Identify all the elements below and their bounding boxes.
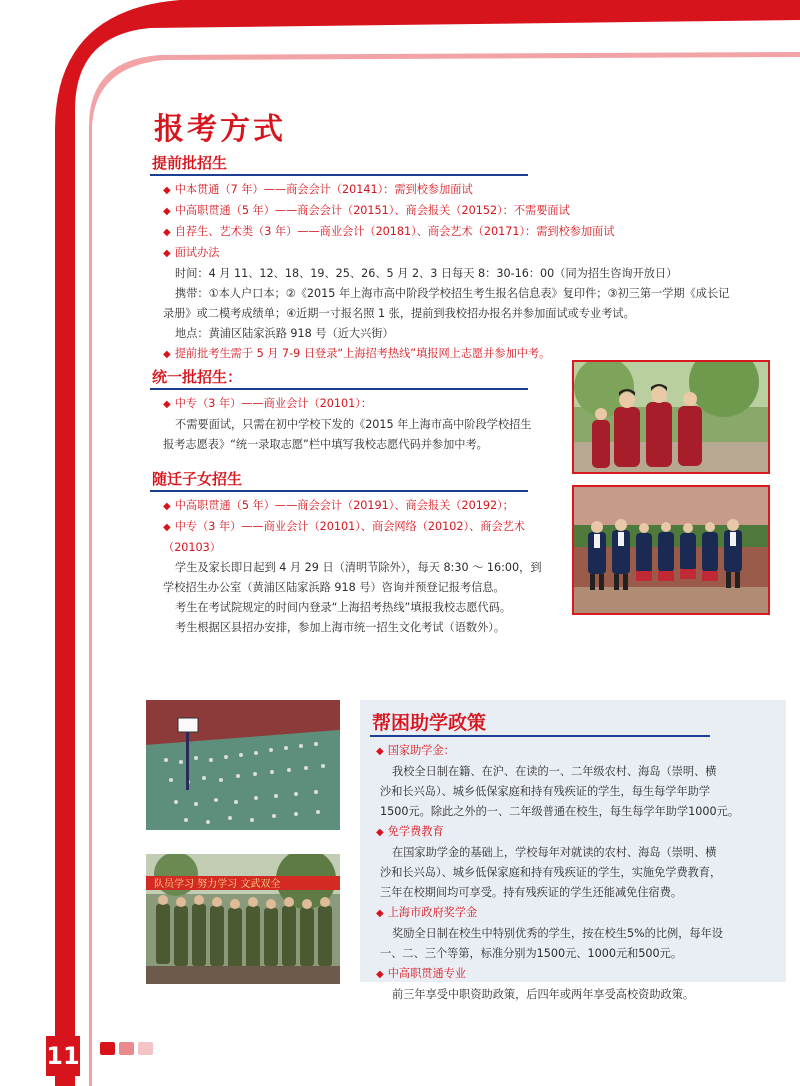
interview-place: 地点：黄浦区陆家浜路 918 号（近大兴街） [175,327,394,340]
list-item: ◆ 中高职贯通（5 年）——商会会计（20151）、商会报关（20152）：不需要面试 [163,204,570,217]
section-heading-early: 提前批招生 [152,154,228,172]
diamond-bullet-icon: ◆ [376,827,384,838]
aid-line: 在国家助学金的基础上，学校每年对就读的农村、海岛（崇明、横 [392,846,717,859]
interview-time: 时间：4 月 11、12、18、19、25、26、5 月 2、3 日每天 8：30-16：00（同为招生咨询开放日） [175,267,678,280]
diamond-bullet-icon: ◆ [163,248,171,259]
unified-desc-line1: 不需要面试，只需在初中学校下发的《2015 年上海市高中阶段学校招生 [175,418,532,431]
section-rule [370,735,710,737]
decor-square [119,1042,134,1055]
aid-line: 我校全日制在籍、在沪、在读的一、二年级农村、海岛（崇明、横 [392,765,717,778]
diamond-bullet-icon: ◆ [163,206,171,217]
migrant-item2-continued: （20103） [163,541,221,554]
list-item: ◆ 中高职贯通（5 年）——商会会计（20191）、商会报关（20192）； [163,499,514,512]
aid-item-title: ◆ 上海市政府奖学金 [376,906,478,919]
interview-bring-line1: 携带：①本人户口本；②《2015 年上海市高中阶段学校招生考生报名信息表》复印件；③初三第一学期《成长记 [175,287,730,300]
diamond-bullet-icon: ◆ [376,908,384,919]
migrant-para3: 考生根据区县招办安排，参加上海市统一招生文化考试（语数外）。 [175,621,506,634]
migrant-para1-line2: 学校招生办公室（黄浦区陆家浜路 918 号）咨询并预登记报考信息。 [163,581,505,594]
section-heading-migrant: 随迁子女招生 [152,470,243,488]
decor-square [100,1042,115,1055]
photo-military-training [146,854,340,984]
list-item: ◆ 自荐生、艺术类（3 年）——商业会计（20181）、商会艺术（20171）：需到校参加面试 [163,225,615,238]
aid-line: 三年在校期间均可享受。持有残疾证的学生还能减免住宿费。 [380,886,683,899]
list-item: ◆ 面试办法 [163,246,220,259]
interview-bring-line2: 录册》或二模考成绩单；④近期一寸报名照 1 张，提前到我校招办报名并参加面试或专业考试。 [163,307,635,320]
aid-list [376,741,739,1005]
unified-list [163,394,531,455]
list-item: ◆ 中专（3 年）——商业会计（20101）： [163,397,372,410]
page-title: 报考方式 [154,112,286,147]
section-rule [150,388,528,390]
diamond-bullet-icon: ◆ [376,746,384,757]
section-rule [150,174,528,176]
section-rule [150,490,528,492]
aid-item-title: ◆ 免学费教育 [376,825,444,838]
early-list [163,180,729,365]
diamond-bullet-icon: ◆ [163,399,171,410]
diamond-bullet-icon: ◆ [376,969,384,980]
list-item: ◆ 提前批考生需于 5 月 7-9 日登录“上海招考热线”填报网上志愿并参加中考。 [163,347,551,360]
aid-heading: 帮困助学政策 [372,712,487,734]
aid-line: 奖励全日制在校生中特别优秀的学生，按在校生5%的比例，每年设 [392,927,723,940]
photo-banner-text: 队员学习 努力学习 文武双全 [154,879,281,890]
diamond-bullet-icon: ◆ [163,522,171,533]
photo-students-uniform [572,485,770,615]
unified-desc-line2: 报考志愿表》“统一录取志愿”栏中填写我校志愿代码并参加中考。 [163,438,488,451]
aid-line: 沙和长兴岛）、城乡低保家庭和持有残疾证的学生，每生每学年助学 [380,785,711,798]
diamond-bullet-icon: ◆ [163,349,171,360]
aid-item-title: ◆ 国家助学金： [376,744,455,757]
decor-square [138,1042,153,1055]
photo-students-walking [572,360,770,474]
list-item: ◆ 中专（3 年）——商业会计（20101）、商会网络（20102）、商会艺术 [163,520,526,533]
diamond-bullet-icon: ◆ [163,185,171,196]
aid-line: 1500元。除此之外的一、二年级普通在校生，每生每学年助学1000元。 [380,805,740,818]
migrant-list [163,496,542,638]
aid-line: 沙和长兴岛）、城乡低保家庭和持有残疾证的学生，实施免学费教育， [380,866,722,879]
aid-line: 前三年享受中职资助政策，后四年或两年享受高校资助政策。 [392,988,695,1001]
migrant-para2: 考生在考试院规定的时间内登录“上海招考热线”填报我校志愿代码。 [175,601,512,614]
aid-item-title: ◆ 中高职贯通专业 [376,967,467,980]
aid-line: 一、二、三个等第，标准分别为1500元、1000元和500元。 [380,947,683,960]
photo-sports-ground [146,700,340,830]
diamond-bullet-icon: ◆ [163,227,171,238]
migrant-para1-line1: 学生及家长即日起到 4 月 29 日（清明节除外），每天 8:30 ～ 16:00，到 [175,561,542,574]
diamond-bullet-icon: ◆ [163,501,171,512]
page-number: 11 [46,1036,80,1076]
section-heading-unified: 统一批招生： [152,368,243,386]
list-item: ◆ 中本贯通（7 年）——商会会计（20141）：需到校参加面试 [163,183,473,196]
